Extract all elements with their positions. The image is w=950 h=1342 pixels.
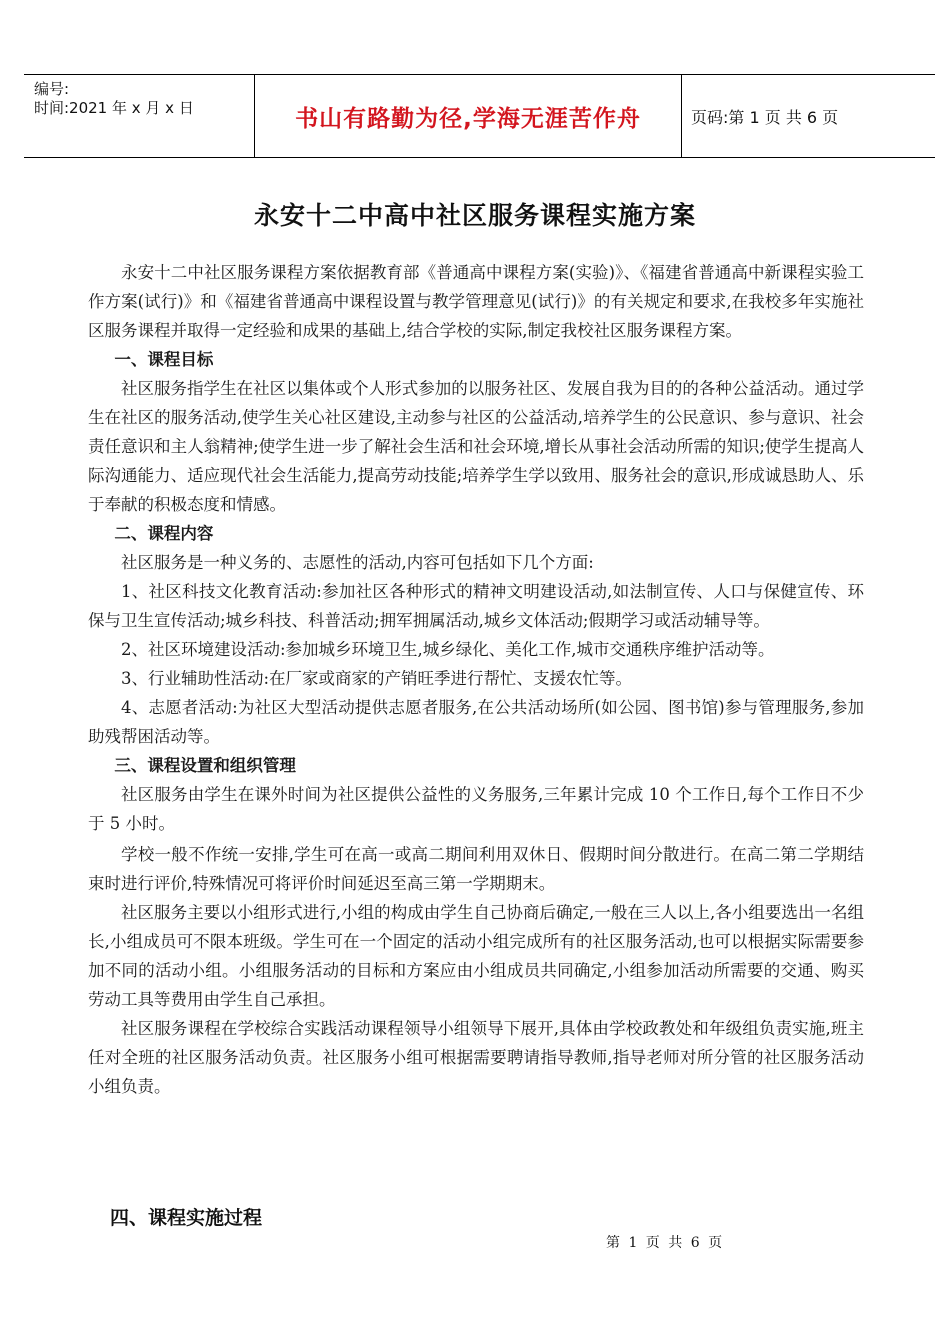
section1-paragraph: 社区服务指学生在社区以集体或个人形式参加的以服务社区、发展自我为目的的各种公益活动。通过学生在社区的服务活动,使学生关心社区建设,主动参与社区的公益活动,培养学生的公民意识、参与意识、社会责任意识和主人翁精神;使学生进一步了解社会生活和社会环境,增长从事社会活动所需的知识;使学生提高人际沟通能力、适应现代社会生活能力,提高劳动技能;培养学生学以致用、服务社会的意识,形成诚恳助人、乐于奉献的积极态度和情感。 [88, 379, 864, 514]
section2-item: 1、社区科技文化教育活动:参加社区各种形式的精神文明建设活动,如法制宣传、人口与保健宣传、环保与卫生宣传活动;城乡科技、科普活动;拥军拥属活动,城乡文体活动;假期学习或活动辅导等。 [88, 582, 864, 630]
section2-item: 3、行业辅助性活动:在厂家或商家的产销旺季进行帮忙、支援农忙等。 [121, 669, 633, 688]
header-motto: 书山有路勤为径,学海无涯苦作舟 [254, 75, 682, 157]
page-header [24, 74, 935, 158]
header-meta [24, 75, 264, 162]
section2-intro: 社区服务是一种义务的、志愿性的活动,内容可包括如下几个方面: [121, 553, 594, 572]
section2-item: 2、社区环境建设活动:参加城乡环境卫生,城乡绿化、美化工作,城市交通秩序维护活动等。 [121, 640, 775, 659]
section3-heading: 三、课程设置和组织管理 [114, 756, 296, 775]
document-title: 永安十二中高中社区服务课程实施方案 [253, 201, 696, 230]
section2-item: 4、志愿者活动:为社区大型活动提供志愿者服务,在公共活动场所(如公园、图书馆)参与管理服务,参加助残帮困活动等。 [88, 698, 864, 746]
section3-paragraph: 社区服务由学生在课外时间为社区提供公益性的义务服务,三年累计完成 10 个工作日,每个工作日不少于 5 小时。 [88, 785, 864, 833]
section4-heading: 四、课程实施过程 [110, 1207, 263, 1229]
section3-paragraph: 社区服务课程在学校综合实践活动课程领导小组领导下展开,具体由学校政教处和年级组负责实施,班主任对全班的社区服务活动负责。社区服务小组可根据需要聘请指导教师,指导老师对所分管的社区服务活动小组负责。 [88, 1019, 864, 1096]
time-label: 时间:2021 年 x 月 x 日 [34, 99, 194, 117]
document-body [88, 258, 864, 1101]
number-label: 编号: [34, 80, 70, 98]
page-footer: 第 1 页 共 6 页 [606, 1235, 725, 1251]
intro-paragraph: 永安十二中社区服务课程方案依据教育部《普通高中课程方案(实验)》、《福建省普通高中新课程实验工作方案(试行)》和《福建省普通高中课程设置与教学管理意见(试行)》的有关规定和要求,在我校多年实施社区服务课程并取得一定经验和成果的基础上,结合学校的实际,制定我校社区服务课程方案。 [88, 263, 864, 340]
section2-heading: 二、课程内容 [114, 524, 214, 543]
section3-paragraph: 学校一般不作统一安排,学生可在高一或高二期间利用双休日、假期时间分散进行。在高二第二学期结束时进行评价,特殊情况可将评价时间延迟至高三第一学期期末。 [88, 845, 864, 893]
header-page-info: 页码:第 1 页 共 6 页 [691, 107, 839, 127]
section3-paragraph: 社区服务主要以小组形式进行,小组的构成由学生自己协商后确定,一般在三人以上,各小组要选出一名组长,小组成员可不限本班级。学生可在一个固定的活动小组完成所有的社区服务活动,也可以根据实际需要参加不同的活动小组。小组服务活动的目标和方案应由小组成员共同确定,小组参加活动所需要的交通、购买劳动工具等费用由学生自己承担。 [88, 903, 864, 1009]
section1-heading: 一、课程目标 [114, 350, 214, 369]
